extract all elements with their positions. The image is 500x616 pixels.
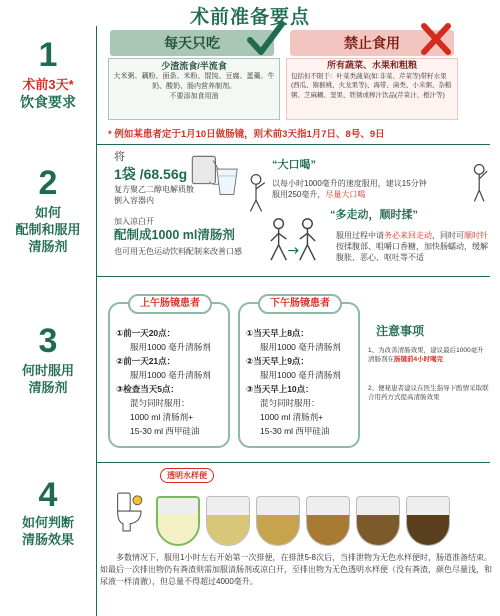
walk-text xyxy=(336,230,494,263)
forbidden-food-box xyxy=(286,58,458,120)
allowed-food-line: 不要添加食用油 xyxy=(169,93,219,100)
section-divider-vertical xyxy=(96,26,97,616)
drink-emphasis: 尽量大口喝 xyxy=(325,190,366,199)
note-1-emphasis: 肠镜前4小时喝完 xyxy=(394,356,444,363)
walk-emphasis-2: 顺时针 xyxy=(464,231,488,240)
stool-sample-icon xyxy=(256,496,300,546)
stool-sample-icon xyxy=(206,496,250,546)
schedule-line: 1000 ml 清肠剂+ xyxy=(260,412,324,422)
walking-person-icon xyxy=(264,216,324,264)
schedule-line: ③当天早上10点： xyxy=(246,384,314,394)
toilet-icon xyxy=(114,488,150,536)
step-2-label-2: 配制和服用 xyxy=(15,222,81,237)
schedule-line: 15-30 ml 西甲硅油 xyxy=(130,426,200,436)
prep-step-a: 将 xyxy=(114,151,125,163)
date-example-note: * 例如某患者定于1月10日做肠镜，则术前3天指1月7日、8号、9日 xyxy=(108,129,385,140)
forbidden-food-line: 包括但不限于：叶菜类蔬菜(如:非菜、芹菜等)带籽水果(西瓜、猕猴桃、火龙果等)、海带、菌类、小米粥、杂粮粥、芝麻糊、坚果、铁锈或榨汁饮品(芹菜汁、橙汁等) xyxy=(291,72,452,99)
walk-title: “多走动，顺时揉” xyxy=(330,209,418,221)
allowed-food-tag: 每天只吃 xyxy=(110,30,274,56)
walk-text-2: ，同时可 xyxy=(432,231,464,240)
step-1-red-label: 术前3天* xyxy=(22,77,74,92)
stool-sample-strip xyxy=(156,484,456,546)
section-divider xyxy=(96,144,490,145)
stool-sample-icon xyxy=(306,496,350,546)
notes-title: 注意事项 xyxy=(376,324,425,338)
step-3-number: 3 xyxy=(38,322,58,360)
afternoon-schedule-tag: 下午肠镜患者 xyxy=(258,294,342,314)
schedule-line: ①前一天20点： xyxy=(116,328,176,338)
note-1 xyxy=(368,346,490,364)
effect-description: 多数情况下，服用1小时左右开始第一次排便，在排泄5-8次后，当排泄物为无色水样便时，肠道准备结束。如最后一次排出物仍有粪渣则需加服清肠剂或凉白开，至排出物为无色透明水样便（没有粪渣，颜色尽量浅，和尿液一样清澈），但总量不得超过4000毫升。 xyxy=(100,553,493,586)
stool-sample-icon xyxy=(356,496,400,546)
stool-sample-icon xyxy=(156,496,200,546)
forbidden-food-head: 所有蔬菜、水果和粗粮 xyxy=(326,60,417,70)
section-divider xyxy=(96,462,490,463)
note-1-text: 1、为改善清肠效果，建议最后1000毫升清肠剂在 xyxy=(368,347,484,363)
schedule-line: ①当天早上8点： xyxy=(246,328,309,338)
step-3-label-2: 清肠剂 xyxy=(28,380,68,395)
step-4-label-1: 如何判断 xyxy=(21,515,74,530)
walk-text-1: 服用过程中请 xyxy=(336,231,384,240)
drink-text-1: 以每小时1000毫升的速度服用，建议15分钟 xyxy=(272,179,427,188)
check-icon xyxy=(246,20,286,58)
step-2-label-3: 清肠剂 xyxy=(28,239,68,254)
note-2: 2、便秘患者建议在医生指导下酌情采取联合用药方式提高清肠效果 xyxy=(368,385,489,401)
forbidden-food-tag: 禁止食用 xyxy=(290,30,454,56)
drink-text-2-normal: 服用250毫升， xyxy=(272,190,326,199)
prep-step-c: 倒入容器内 xyxy=(114,196,154,205)
step-1-label: 饮食要求 xyxy=(20,94,76,110)
step-2-label-1: 如何 xyxy=(34,205,61,220)
schedule-line: 服用1000 毫升清肠剂 xyxy=(260,342,341,352)
morning-schedule-card xyxy=(108,298,230,448)
prep-step-d: 加入凉白开 xyxy=(114,217,154,226)
water-glass-icon xyxy=(210,164,244,198)
cross-icon xyxy=(416,20,456,58)
allowed-food-box xyxy=(108,58,280,120)
page-title: 术前准备要点 xyxy=(189,7,310,28)
schedule-line: ②当天早上9点： xyxy=(246,356,309,366)
morning-schedule-tag: 上午肠镜患者 xyxy=(128,294,212,314)
step-2-number: 2 xyxy=(38,164,58,202)
prep-step-b: 复方聚乙二醇电解质散 xyxy=(114,185,194,194)
stool-sample-icon xyxy=(406,496,450,546)
afternoon-schedule-card xyxy=(238,298,360,448)
drinking-person-icon xyxy=(244,170,268,216)
allowed-food-head: 少渣流食/半流食 xyxy=(161,61,227,71)
step-4-label-2: 清肠效果 xyxy=(21,532,74,547)
schedule-line: 15-30 ml 西甲硅油 xyxy=(260,426,330,436)
person-drinking-bottle-icon xyxy=(468,160,492,206)
walk-text-3: 按揉腹部、咀嚼口香糖，加快肠蠕动，缓解腹胀、恶心、呕吐等不适 xyxy=(336,242,488,262)
allowed-food-line: 大米粥、藕粉、面条、米粉、馄饨、豆腐、蛋羹、牛奶、酸奶、肠内营养制剂。 xyxy=(113,73,275,90)
schedule-line: 混匀同时服用： xyxy=(260,398,320,408)
schedule-line: 1000 ml 清肠剂+ xyxy=(130,412,194,422)
schedule-line: 服用1000 毫升清肠剂 xyxy=(130,370,211,380)
sample-label: 透明水样便 xyxy=(160,468,214,483)
drink-text-2 xyxy=(272,189,365,200)
step-4-number: 4 xyxy=(38,476,58,514)
step-1-number: 1 xyxy=(38,36,58,74)
prep-step-e: 也可用无色运动饮料配制来改善口感 xyxy=(114,247,242,256)
schedule-line: 服用1000 毫升清肠剂 xyxy=(260,370,341,380)
schedule-line: ③检查当天5点： xyxy=(116,384,179,394)
schedule-line: 混匀同时服用： xyxy=(130,398,190,408)
walk-emphasis-1: 务必来回走动 xyxy=(384,231,432,240)
drink-title: “大口喝” xyxy=(272,159,316,171)
step-3-label-1: 何时服用 xyxy=(21,363,74,378)
schedule-line: 服用1000 毫升清肠剂 xyxy=(130,342,211,352)
dose-amount: 1袋 /68.56g xyxy=(114,166,188,182)
volume-instruction: 配制成1000 ml清肠剂 xyxy=(114,228,235,242)
schedule-line: ②前一天21点： xyxy=(116,356,176,366)
section-divider xyxy=(96,276,490,277)
